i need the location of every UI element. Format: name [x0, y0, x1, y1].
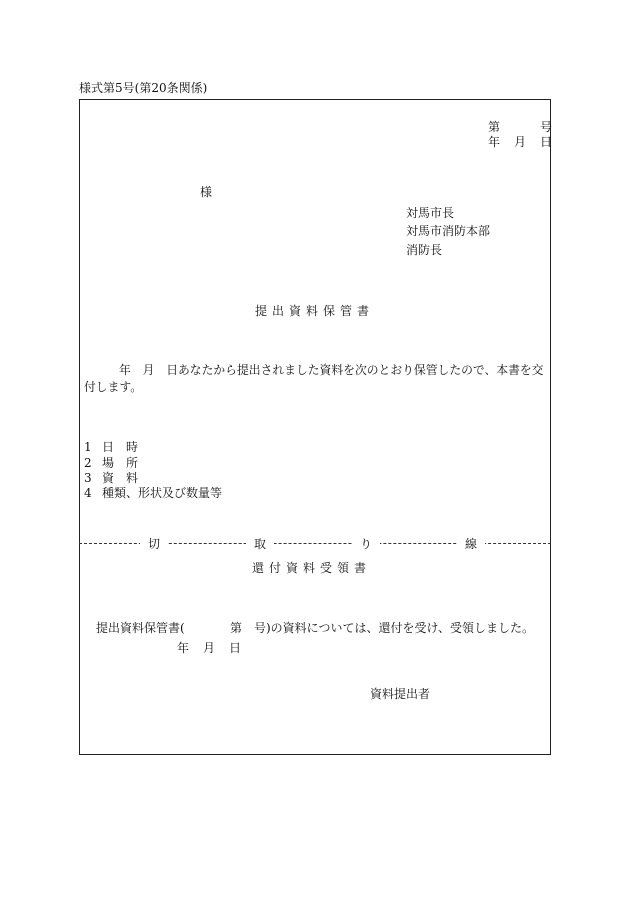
list-item: [84, 471, 138, 485]
form-frame: [79, 99, 554, 755]
return-body-part-2: 第 号)の資料については、還付を受け、受領しました。: [230, 621, 534, 635]
list-item: [84, 456, 138, 470]
storage-body-line-2: 付します。: [84, 380, 143, 394]
form-label: 様式第5号(第20条関係): [79, 81, 208, 95]
item-number: 2: [84, 456, 92, 470]
cut-line-char: 線: [457, 537, 485, 551]
cut-line-char: 取: [246, 537, 274, 551]
item-label: 日 時: [102, 440, 139, 454]
item-label: 場 所: [102, 456, 139, 470]
addressee-honorific: 様: [200, 185, 213, 199]
return-date-line: 年 月 日: [177, 641, 243, 655]
storage-document-title: 提出資料保管書: [255, 304, 375, 318]
item-number: 3: [84, 471, 92, 485]
issuer-line-3: 消防長: [406, 243, 443, 257]
document-date-line: 年 月 日: [488, 135, 554, 149]
issuer-line-2: 対馬市消防本部: [406, 224, 491, 238]
item-number: 4: [84, 486, 92, 500]
list-item: [84, 486, 222, 500]
document-number-line: 第 号: [488, 120, 554, 134]
list-item: [84, 440, 138, 454]
signer-label: 資料提出者: [370, 687, 431, 701]
item-label: 種類、形状及び数量等: [102, 486, 223, 500]
item-label: 資 料: [102, 471, 139, 485]
storage-body-line-1: 年 月 日あなたから提出されました資料を次のとおり保管したので、本書を交: [119, 363, 544, 377]
return-receipt-title: 還付資料受領書: [252, 561, 372, 575]
cut-line-char: り: [352, 537, 380, 551]
cut-line-char: 切: [140, 537, 168, 551]
issuer-line-1: 対馬市長: [406, 206, 455, 220]
return-body-part-1: 提出資料保管書(: [96, 621, 185, 635]
item-number: 1: [84, 440, 92, 454]
